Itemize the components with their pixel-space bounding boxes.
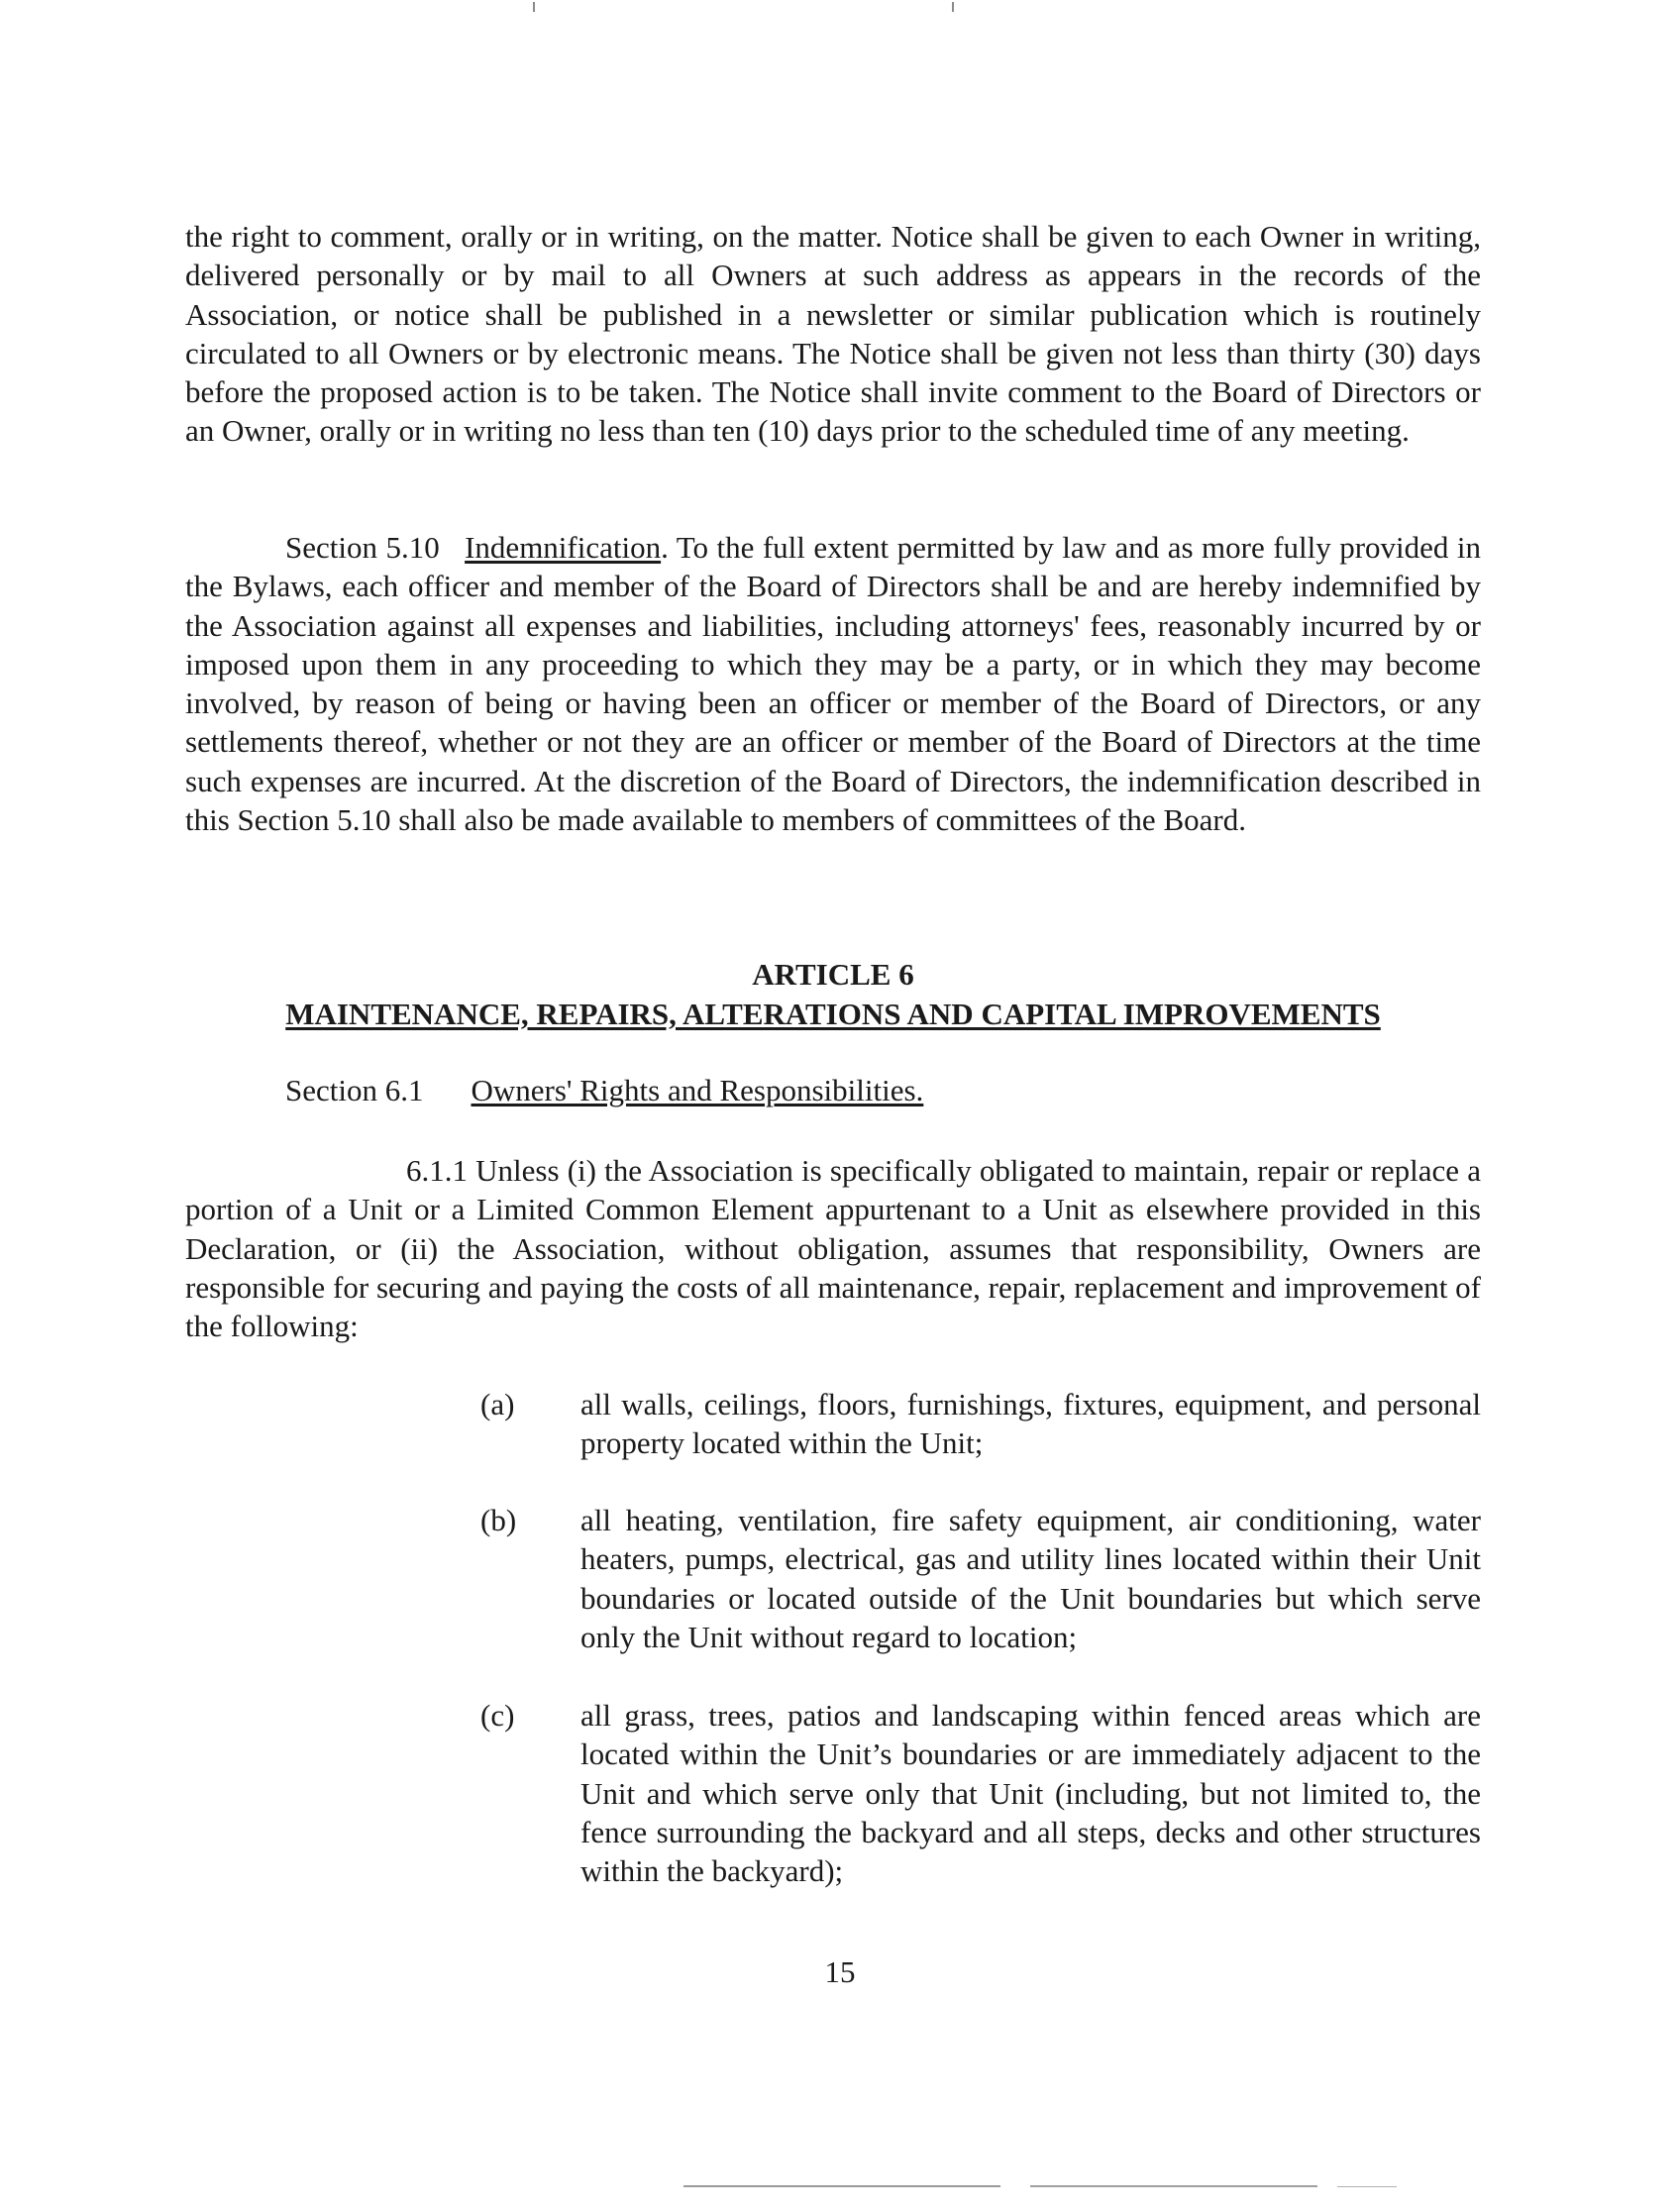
section-6-1-title: Owners' Rights and Responsibilities.	[471, 1073, 924, 1107]
list-item-c	[480, 1696, 1481, 1890]
section-5-10-paragraph	[185, 528, 1481, 839]
list-item-a	[480, 1385, 1481, 1463]
scan-artifact	[533, 2, 535, 12]
page-number: 15	[824, 1954, 856, 1989]
scan-artifact	[1030, 2185, 1317, 2187]
section-5-10-title: Indemnification	[465, 530, 662, 565]
article-title: MAINTENANCE, REPAIRS, ALTERATIONS AND CAPITAL IMPROVEMENTS	[285, 997, 1381, 1031]
list-item-text: all grass, trees, patios and landscaping within fenced areas which are located within the Unit’s boundaries or are immediately adjacent to the Unit and which serve only that Unit (including, but not limited to, the fence surrounding the backyard and all steps, decks and other structures within the backyard);	[580, 1698, 1481, 1889]
scan-artifact	[683, 2185, 1000, 2187]
intro-paragraph: the right to comment, orally or in writing, on the matter. Notice shall be given to each Owner in writing, delivered personally or by mail to all Owners at such address as appears in the records of the Association, or notice shall be published in a newsletter or similar publication which is routinely circulated to all Owners or by electronic means. The Notice shall be given not less than thirty (30) days before the proposed action is to be taken. The Notice shall invite comment to the Board of Directors or an Owner, orally or in writing no less than ten (10) days prior to the scheduled time of any meeting.	[185, 219, 1481, 449]
section-6-1-number: Section 6.1	[285, 1073, 424, 1107]
scan-artifact	[1337, 2186, 1397, 2187]
section-6-1-heading	[285, 1071, 923, 1109]
section-5-10-number: Section 5.10	[285, 530, 440, 565]
list-item-label: (c)	[480, 1698, 515, 1733]
list-item-text: all heating, ventilation, fire safety equipment, air conditioning, water heaters, pumps, electrical, gas and utility lines located within their Unit boundaries or located outside of the Unit boundaries but which serve only the Unit without regard to location;	[580, 1503, 1481, 1654]
subsection-6-1-1: 6.1.1 Unless (i) the Association is specifically obligated to maintain, repair or replace a portion of a Unit or a Limited Common Element appurtenant to a Unit as elsewhere provided in this Declaration, or (ii) the Association, without obligation, assumes that responsibility, Owners are responsible for securing and paying the costs of all maintenance, repair, replacement and improvement of the following:	[185, 1153, 1481, 1344]
list-item-b	[480, 1501, 1481, 1656]
section-5-10-body: . To the full extent permitted by law and as more fully provided in the Bylaws, each officer and member of the Board of Directors shall be and are hereby indemnified by the Association against all expenses and liabilities, including attorneys' fees, reasonably incurred by or imposed upon them in any proceeding to which they may be a party, or in which they may become involved, by reason of being or having been an officer or member of the Board of Directors, or any settlements thereof, whether or not they are an officer or member of the Board of Directors at the time such expenses are incurred. At the discretion of the Board of Directors, the indemnification described in this Section 5.10 shall also be made available to members of committees of the Board.	[185, 530, 1481, 838]
list-item-label: (b)	[480, 1503, 517, 1537]
list-item-text: all walls, ceilings, floors, furnishings, fixtures, equipment, and personal property located within the Unit;	[580, 1387, 1481, 1461]
article-heading: ARTICLE 6	[752, 957, 914, 992]
list-item-label: (a)	[480, 1387, 515, 1422]
scan-artifact	[952, 2, 954, 12]
